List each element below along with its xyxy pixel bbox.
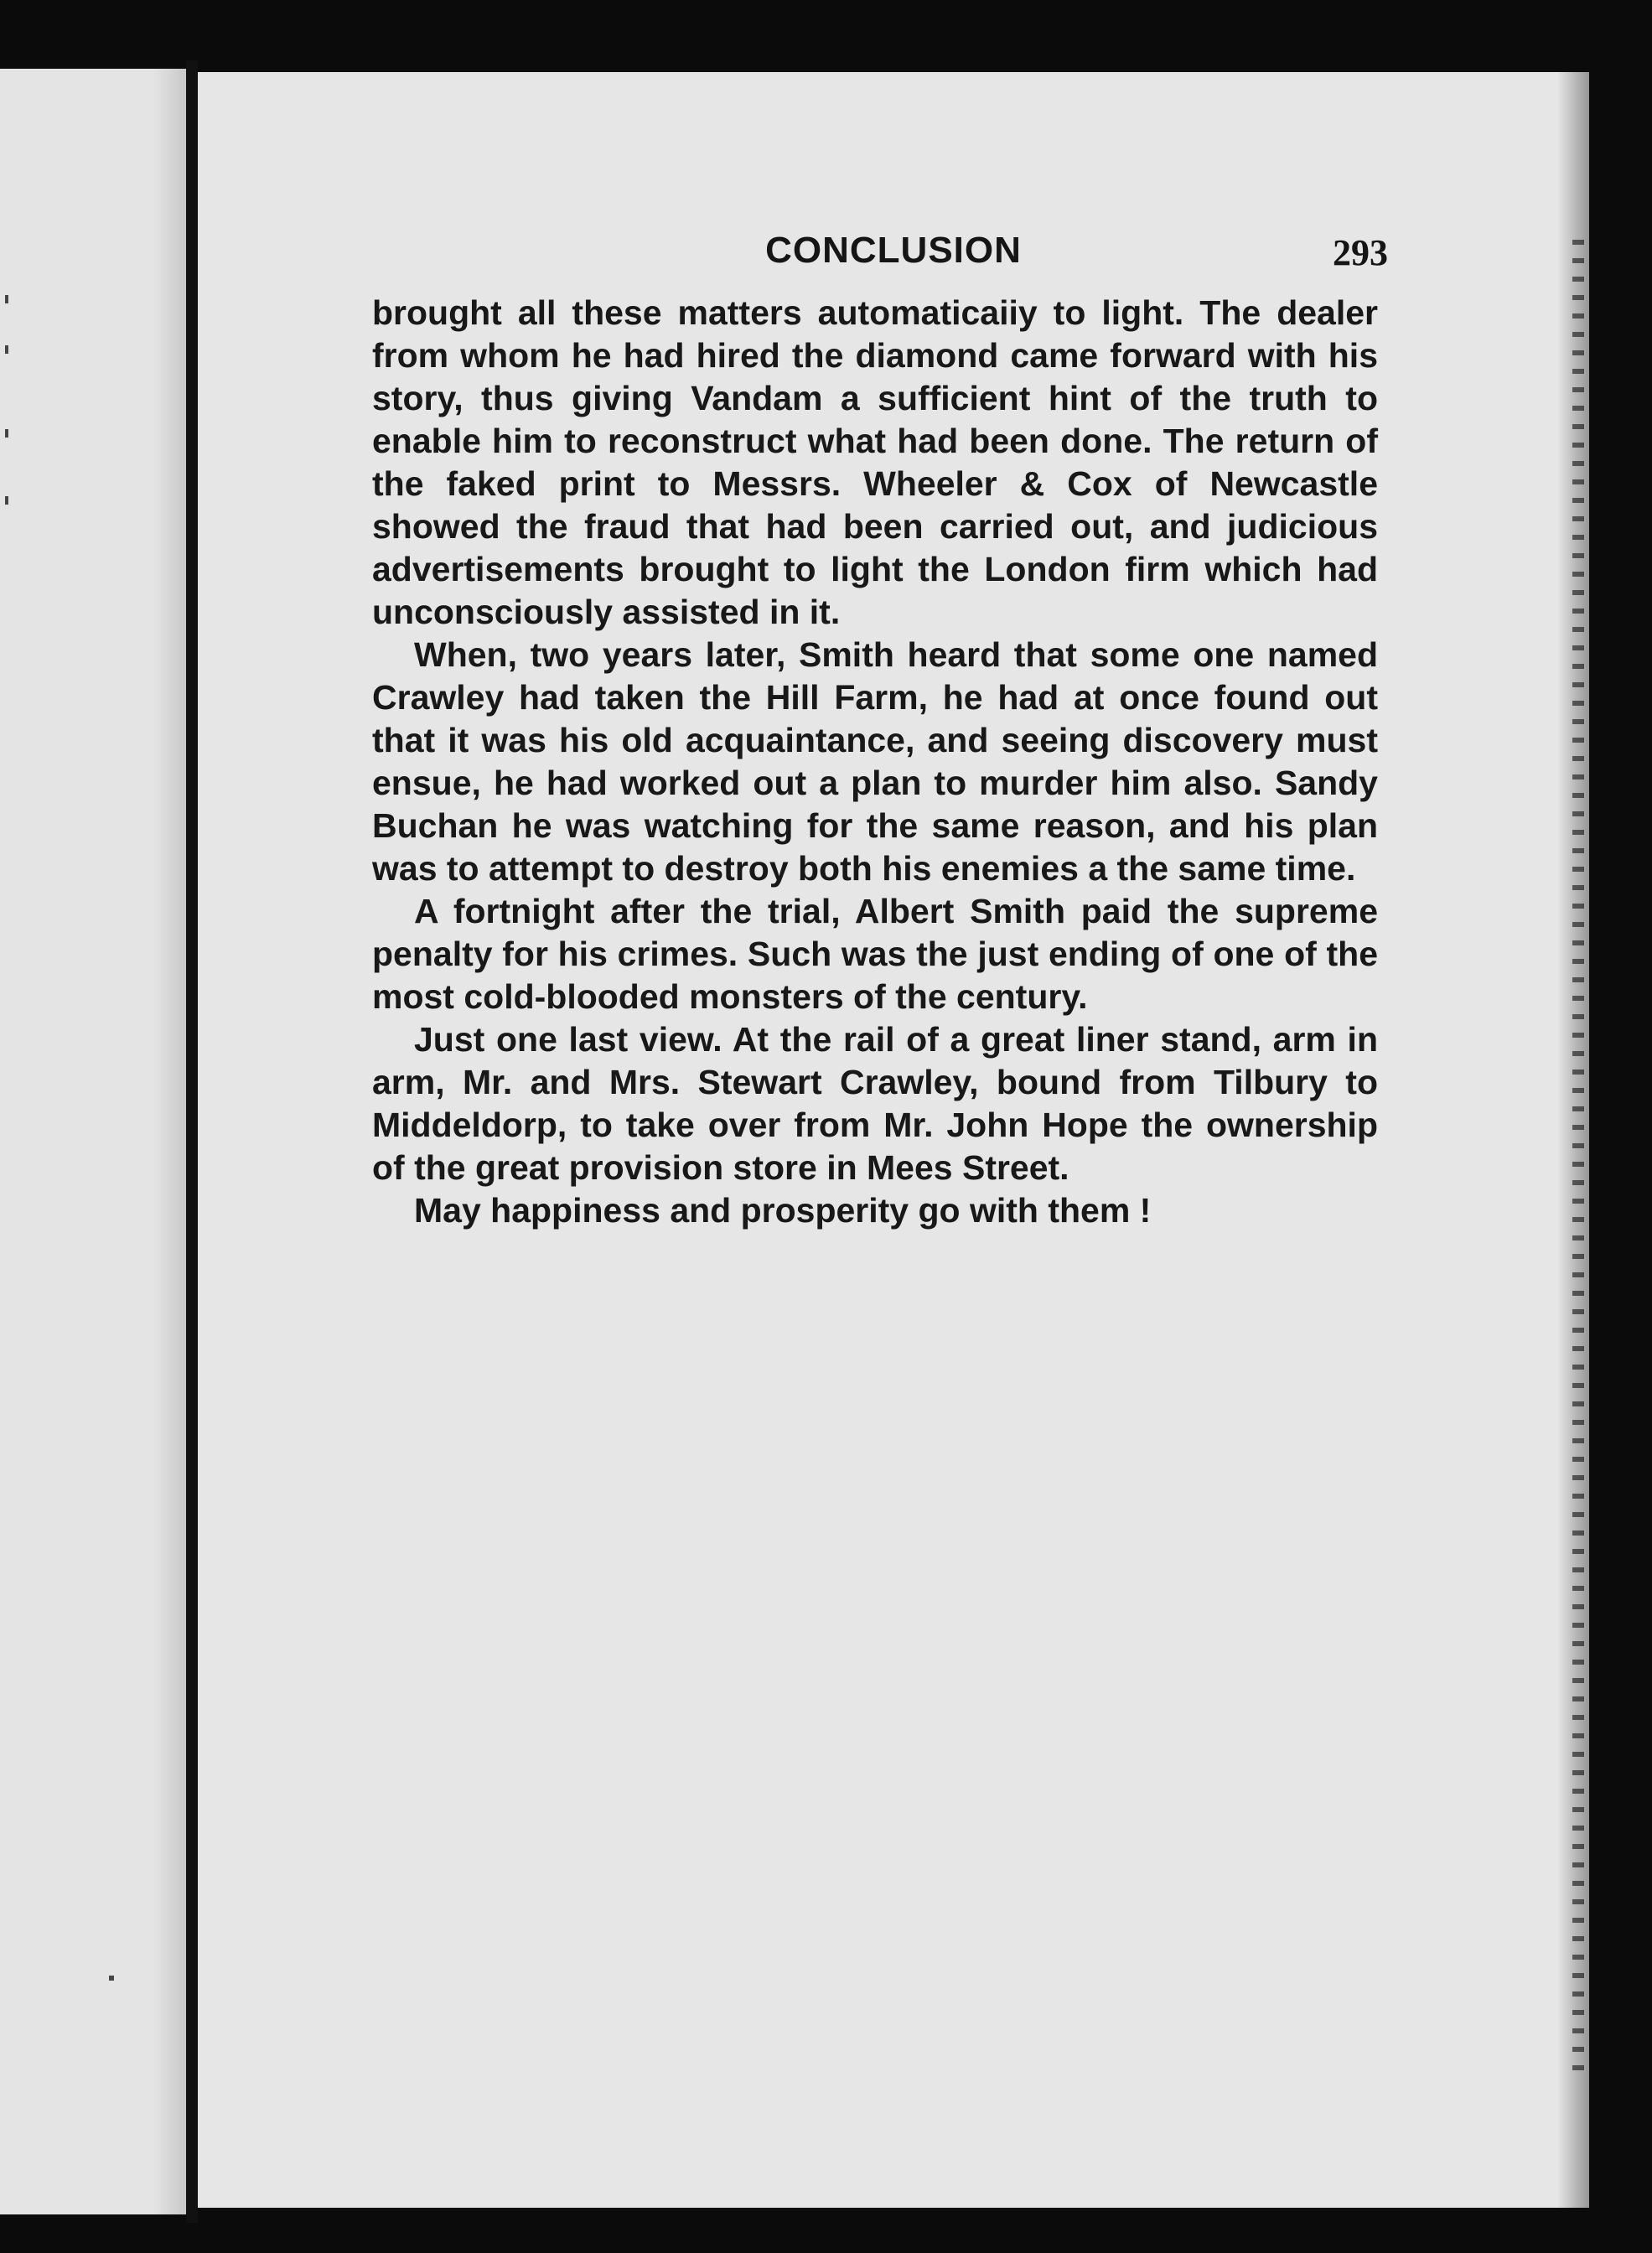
gutter-shadow <box>153 69 186 2214</box>
book-spine <box>186 60 198 2223</box>
body-text <box>372 292 1378 1232</box>
paragraph: A fortnight after the trial, Albert Smith paid the supreme penalty for his crimes. Such was the just ending of one of the most cold-blooded monsters of the century. <box>372 892 1378 1016</box>
page-number: 293 <box>1333 232 1388 273</box>
facing-page-edge <box>0 69 186 2214</box>
running-head <box>198 223 1589 290</box>
scan-speck <box>109 1976 114 1981</box>
running-title: CONCLUSION <box>765 230 1022 271</box>
scan-speck <box>5 345 8 354</box>
book-page <box>198 72 1589 2208</box>
scan-speck <box>5 429 8 438</box>
paragraph: Just one last view. At the rail of a great liner stand, arm in arm, Mr. and Mrs. Stewart Crawley, bound from Tilbury to Middeldorp, to take over from Mr. John Hope the ownership of the great provision store in Mees Street. <box>372 1020 1378 1187</box>
paragraph: When, two years later, Smith heard that some one named Crawley had taken the Hill Farm, he had at once found out that it was his old acquaintance, and seeing discovery must ensue, he had worked out a plan to murder him also. Sandy Buchan he was watching for the same reason, and his plan was to attempt to destroy both his enemies a the same time. <box>372 635 1378 888</box>
paragraph: brought all these matters automaticaiiy to light. The dealer from whom he had hired the diamond came forward with his story, thus giving Vandam a sufficient hint of the truth to enable him to reconstruct what had been done. The return of the faked print to Messrs. Wheeler & Cox of Newcastle showed the fraud that had been carried out, and judicious advertisements brought to light the London firm which had unconsciously assisted in it. <box>372 293 1378 631</box>
scan-speck <box>5 496 8 505</box>
page-edge-texture <box>1572 240 1584 2084</box>
scan-speck <box>5 295 8 303</box>
paragraph: May happiness and prosperity go with them ! <box>414 1191 1152 1230</box>
